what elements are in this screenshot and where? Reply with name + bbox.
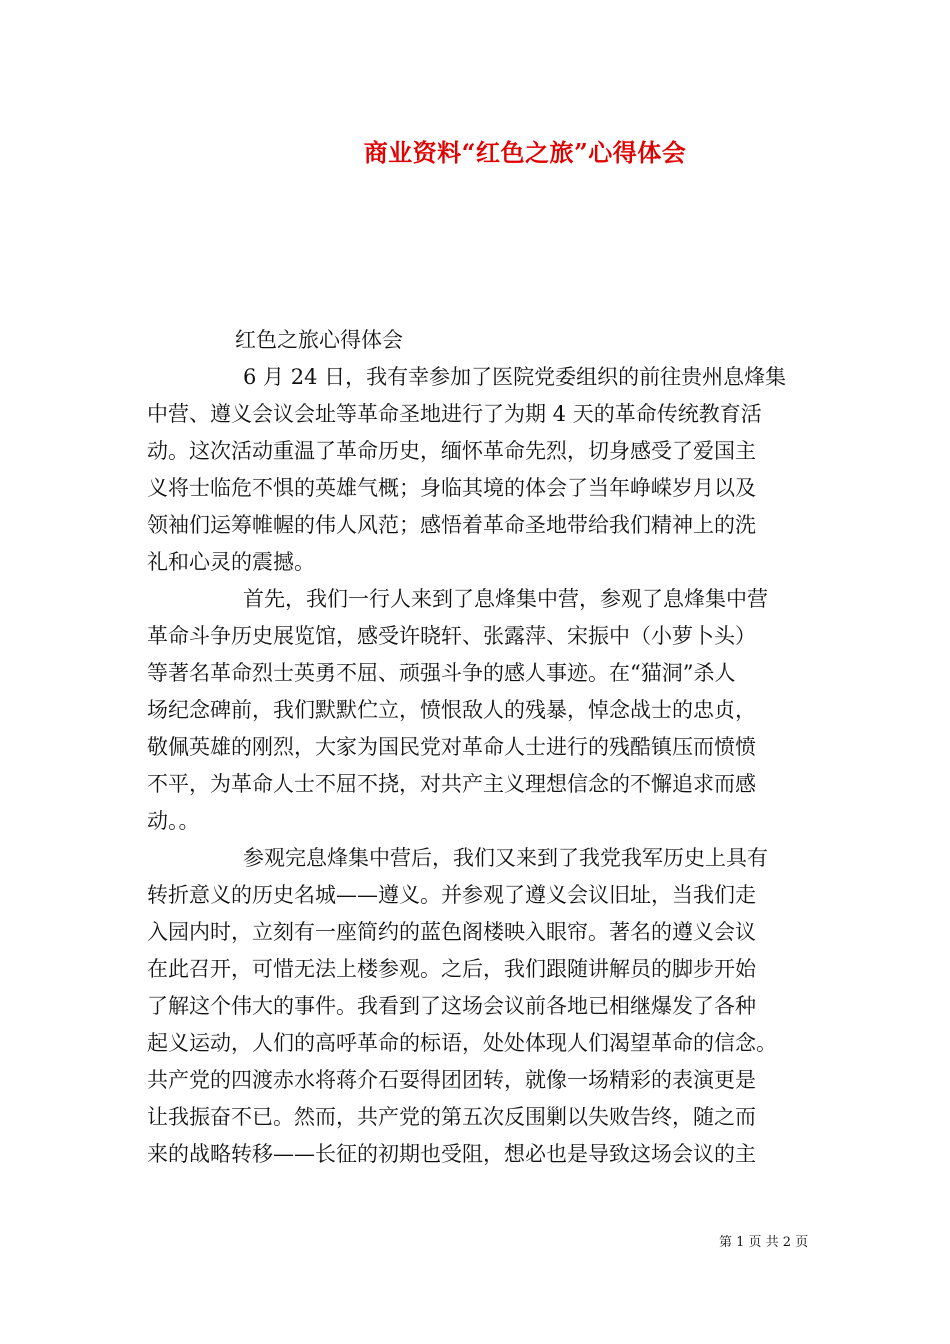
paragraph-line: 起义运动，人们的高呼革命的标语，处处体现人们渴望革命的信念。 xyxy=(147,1031,777,1055)
paragraph-line: 革命斗争历史展览馆，感受许晓轩、张露萍、宋振中（小萝卜头） xyxy=(147,624,756,648)
paragraph-line: 入园内时，立刻有一座简约的蓝色阁楼映入眼帘。著名的遵义会议 xyxy=(147,920,756,944)
paragraph-line: 场纪念碑前，我们默默伫立，愤恨敌人的残暴，悼念战士的忠贞， xyxy=(147,698,756,722)
subheading: 红色之旅心得体会 xyxy=(235,328,403,352)
paragraph-line: 等著名革命烈士英勇不屈、顽强斗争的感人事迹。在“猫洞”杀人 xyxy=(147,661,736,685)
paragraph-line: 礼和心灵的震撼。 xyxy=(147,550,315,574)
paragraph-line: 来的战略转移——长征的初期也受阻，想必也是导致这场会议的主 xyxy=(147,1142,756,1166)
paragraph-line: 敬佩英雄的刚烈，大家为国民党对革命人士进行的残酷镇压而愤愤 xyxy=(147,735,756,759)
paragraph-line: 参观完息烽集中营后，我们又来到了我党我军历史上具有 xyxy=(243,846,768,870)
paragraph-line: 共产党的四渡赤水将蒋介石耍得团团转，就像一场精彩的表演更是 xyxy=(147,1068,756,1092)
paragraph-line: 在此召开，可惜无法上楼参观。之后，我们跟随讲解员的脚步开始 xyxy=(147,957,756,981)
paragraph-2 xyxy=(147,581,827,840)
paragraph-line: 领袖们运筹帷幄的伟人风范；感悟着革命圣地带给我们精神上的洗 xyxy=(147,513,756,537)
document-body xyxy=(147,322,827,1173)
page-footer: 第 1 页 共 2 页 xyxy=(719,1235,809,1250)
paragraph-line: 6 月 24 日，我有幸参加了医院党委组织的前往贵州息烽集 xyxy=(243,365,787,389)
paragraph-line: 中营、遵义会议会址等革命圣地进行了为期 4 天的革命传统教育活 xyxy=(147,402,762,426)
paragraph-line: 义将士临危不惧的英雄气概；身临其境的体会了当年峥嵘岁月以及 xyxy=(147,476,756,500)
paragraph-line: 了解这个伟大的事件。我看到了这场会议前各地已相继爆发了各种 xyxy=(147,994,756,1018)
paragraph-line: 动。这次活动重温了革命历史，缅怀革命先烈，切身感受了爱国主 xyxy=(147,439,756,463)
paragraph-line: 首先，我们一行人来到了息烽集中营，参观了息烽集中营 xyxy=(243,587,768,611)
paragraph-3 xyxy=(147,840,827,1173)
document-title: 商业资料“红色之旅”心得体会 xyxy=(363,138,687,167)
paragraph-line: 动。。 xyxy=(147,809,200,833)
paragraph-line: 让我振奋不已。然而，共产党的第五次反围剿以失败告终，随之而 xyxy=(147,1105,756,1129)
paragraph-line: 转折意义的历史名城——遵义。并参观了遵义会议旧址，当我们走 xyxy=(147,883,756,907)
paragraph-1 xyxy=(147,359,827,581)
paragraph-line: 不平，为革命人士不屈不挠，对共产主义理想信念的不懈追求而感 xyxy=(147,772,756,796)
